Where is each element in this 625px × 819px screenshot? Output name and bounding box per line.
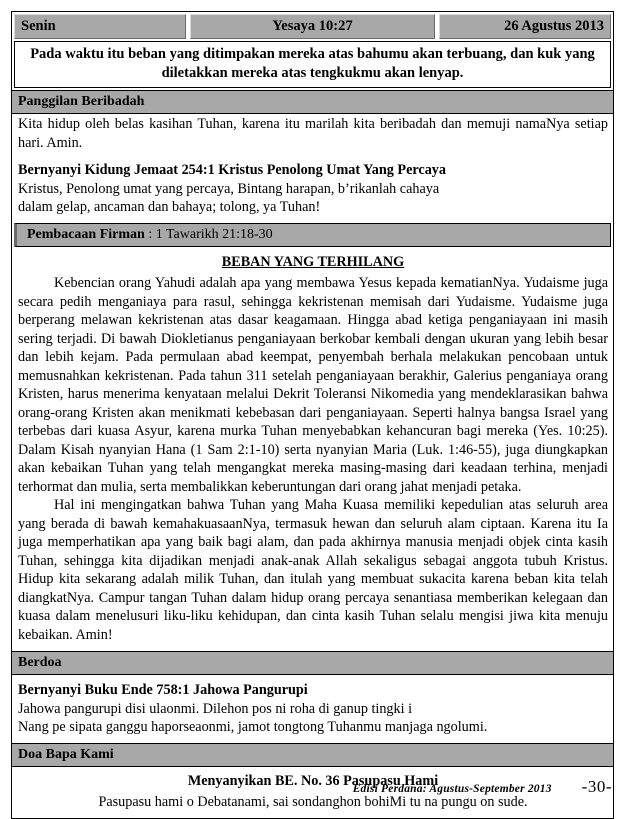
- second-hymn-title: Bernyanyi Buku Ende 758:1 Jahowa Pangurupi: [18, 682, 308, 698]
- first-hymn-title: Bernyanyi Kidung Jemaat 254:1 Kristus Penolong Umat Yang Percaya: [18, 162, 446, 178]
- second-hymn-line-1: Jahowa pangurupi disi ulaonmi. Dilehon pos ni roha di ganup tingki i: [18, 701, 413, 717]
- sermon-paragraph-2: Hal ini mengingatkan bahwa Tuhan yang Maha Kuasa memiliki kepedulian atas seluruh area yang berada di bawah kemahakuasaanNya, termasuk hewan dan seluruh alam ciptaan. Karena itu Ia juga memperhatikan apa yang baik bagi alam, dan pada akhirnya manusia menjadi objek cinta kasih Tuhan, sehingga kita dijadikan menjadi anak-anak Allah sekaligus sebagai anggota tubuh Kristus. Hidup kita sekarang adalah milik Tuhan, dan itulah yang membuat sukacita karena beban kita telah diangkatNya. Campur tangan Tuhan dalam hidup orang percaya senantiasa memberikan kelegaan dan kuasa dalam menelusuri liku-liku kehidupan, dan cinta kasih Tuhan selalu mengisi jiwa kita menuju kebaikan. Amin!: [18, 497, 608, 643]
- section-bar-scripture-reading: [14, 223, 611, 247]
- footer-page-number: -30-: [581, 777, 612, 796]
- document-footer: [11, 777, 614, 797]
- document-frame: [11, 11, 614, 819]
- closing-hymn-title: Menyanyikan BE. No. 36 Pasupasu Hami: [187, 773, 439, 789]
- closing-hymn-line-1: Pasupasu hami o Debatanami, sai sondanghon bohiMi tu na pungu on sude.: [98, 794, 528, 810]
- section-bar-call-to-worship: Panggilan Beribadah: [12, 90, 613, 114]
- document-header: [12, 12, 613, 40]
- call-to-worship-text: Kita hidup oleh belas kasihan Tuhan, karena itu marilah kita beribadah dan memuji namaNya setiap hari. Amin.: [18, 116, 608, 151]
- section-bar-prayer: Berdoa: [12, 651, 613, 675]
- spacer: [18, 152, 608, 161]
- header-day-cell: Senin: [14, 14, 186, 39]
- sermon-block: [12, 247, 613, 651]
- second-hymn-line-2: Nang pe sipata ganggu haporseaonmi, jamot tongtong Tuhanmu manjaga ngolumi.: [18, 719, 488, 735]
- first-hymn-line-2: dalam gelap, ancaman dan bahaya; tolong, ya Tuhan!: [18, 199, 321, 215]
- verse-of-the-day: Pada waktu itu beban yang ditimpakan mereka atas bahumu akan terbuang, dan kuk yang diletakkan mereka atas tengkukmu akan lenyap.: [14, 41, 611, 88]
- footer-edition-label: Edisi Perdana: Agustus-September 2013: [352, 783, 552, 795]
- scripture-reading-label: Pembacaan Firman: [27, 227, 145, 242]
- sermon-title: BEBAN YANG TERHILANG: [221, 254, 405, 270]
- header-scripture-reference-cell: Yesaya 10:27: [190, 14, 435, 39]
- call-to-worship-block: [12, 114, 613, 223]
- header-date-cell: 26 Agustus 2013: [439, 14, 611, 39]
- spacer: [18, 216, 608, 221]
- sermon-paragraph-1: Kebencian orang Yahudi adalah apa yang membawa Yesus kepada kematianNya. Yudaisme juga secara pedih menganiaya para rasul, sehingga kekristenan memisah dari Yudaisme. Yudaisme juga berperang melawan kekristenan atas dasar keagamaan. Hingga abad ketiga penganiayaan ini masih sering terjadi. Di bawah Diokletianus penganiayaan berkobar kembali dengan ukuran yang lebih besar dan lebih kejam. Pada permulaan abad keempat, penyembah berhala melakukan pencobaan untuk memusnahkan kekristenan. Pada tahun 311 setelah penganiayaan berakhir, Galerius penganiaya orang Kristen, harus menerima kenyataan melalui Dekrit Toleransi Nikomedia yang mendeklarasikan bahwa orang-orang Kristen akan menikmati kebebasan dari penganiayaan. Seperti halnya bangsa Israel yang terbebas dari kuasa Asyur, karena murka Tuhan menyebabkan kehancuran bagi mereka (Yes. 10:25). Dalam Kisah nyanyian Hana (1 Sam 2:1-10) serta nyanyian Maria (Luk. 1:46-55), juga diungkapkan akan kebaikan Tuhan yang telah mengangkat mereka masing-masing dari keadaan terhina, menjadi terhormat dan mulia, serta membalikkan keberuntungan dari orang jahat menjadi petaka.: [18, 275, 608, 495]
- first-hymn-line-1: Kristus, Penolong umat yang percaya, Bintang harapan, b’rikanlah cahaya: [18, 181, 440, 197]
- spacer: [18, 644, 608, 649]
- section-bar-lords-prayer: Doa Bapa Kami: [12, 743, 613, 767]
- scripture-reading-value: : 1 Tawarikh 21:18-30: [144, 227, 273, 242]
- spacer: [18, 736, 608, 741]
- second-hymn-block: [12, 675, 613, 743]
